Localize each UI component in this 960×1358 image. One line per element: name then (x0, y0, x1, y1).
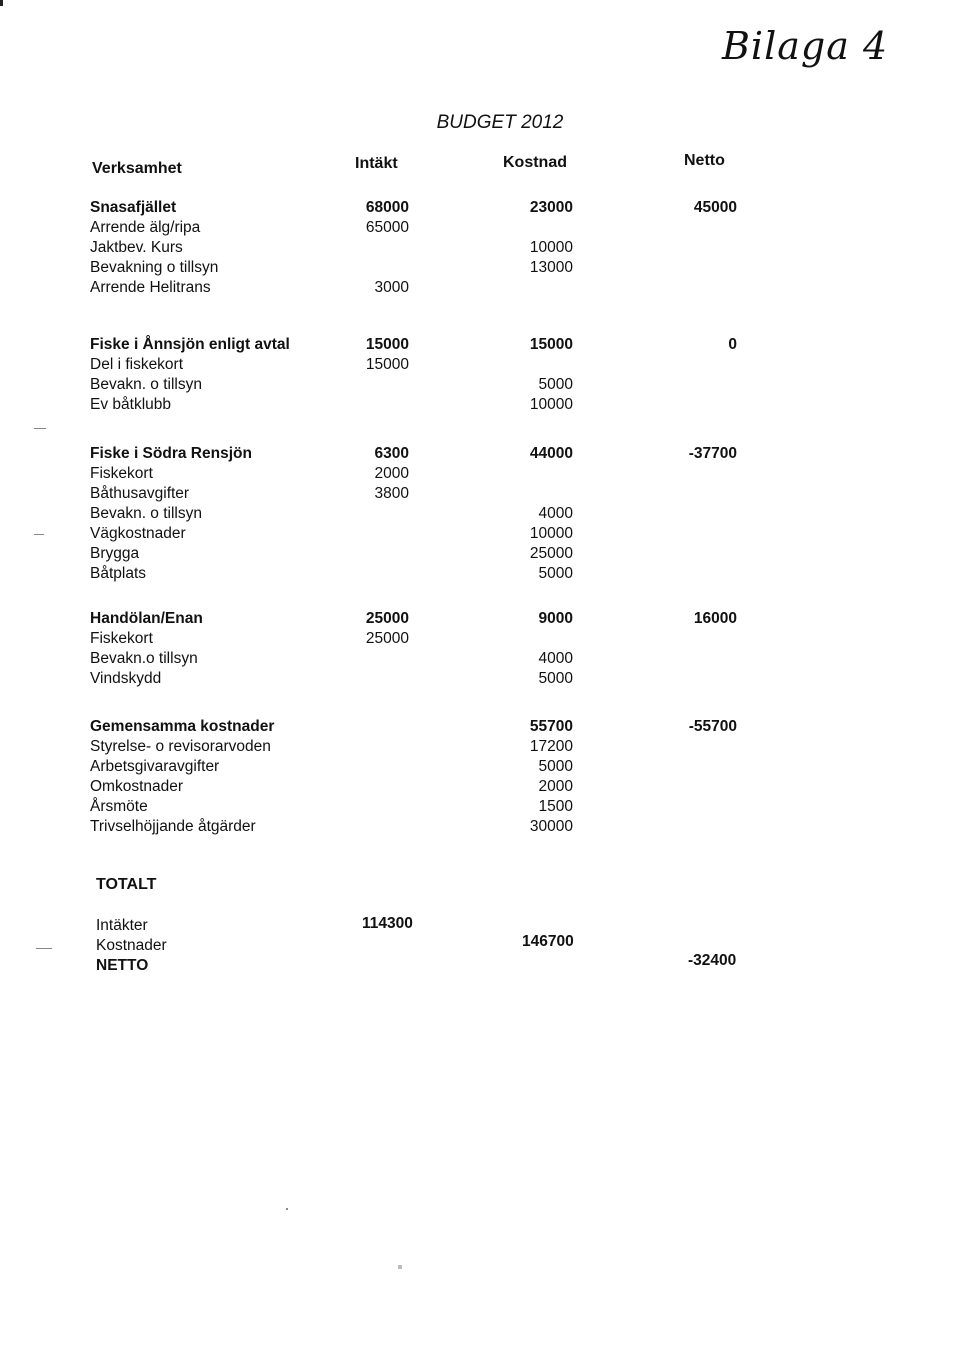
row-label: Båtplats (90, 565, 147, 582)
total-netto-label: NETTO (96, 957, 149, 974)
budget-row (0, 524, 960, 544)
budget-row (0, 629, 960, 649)
budget-row (0, 238, 960, 258)
row-kostnad: 4000 (538, 505, 573, 522)
row-label: Trivselhöjjande åtgärder (90, 818, 256, 835)
row-kostnad: 13000 (529, 259, 573, 276)
row-kostnad: 1500 (538, 798, 573, 815)
row-kostnad: 44000 (529, 445, 573, 462)
row-kostnad: 2000 (538, 778, 573, 795)
budget-row (0, 484, 960, 504)
row-kostnad: 30000 (529, 818, 573, 835)
header-verksamhet: Verksamhet (92, 160, 182, 177)
row-intakt: 65000 (365, 219, 409, 236)
row-kostnad: 5000 (538, 670, 573, 687)
budget-row (0, 395, 960, 415)
scan-mark (398, 1265, 402, 1269)
row-kostnad: 10000 (529, 396, 573, 413)
budget-row (0, 375, 960, 395)
header-kostnad: Kostnad (503, 154, 567, 171)
row-intakt: 15000 (365, 336, 409, 353)
budget-row (0, 649, 960, 669)
total-intakter-value: 114300 (362, 915, 413, 932)
row-intakt: 25000 (365, 630, 409, 647)
budget-row (0, 504, 960, 524)
budget-row (0, 218, 960, 238)
row-label: Fiske i Södra Rensjön (90, 445, 252, 462)
row-label: Årsmöte (90, 798, 148, 815)
row-netto: 0 (728, 336, 737, 353)
section-header-row (0, 335, 960, 355)
scan-mark (34, 428, 46, 429)
row-label: Brygga (90, 545, 140, 562)
row-label: Fiskekort (90, 630, 153, 647)
budget-row (0, 777, 960, 797)
budget-row (0, 258, 960, 278)
row-label: Arrende Helitrans (90, 279, 211, 296)
row-label: Del i fiskekort (90, 356, 184, 373)
budget-row (0, 355, 960, 375)
budget-row (0, 817, 960, 837)
scan-mark (286, 1208, 288, 1210)
section-header-row (0, 717, 960, 737)
row-intakt: 3800 (374, 485, 409, 502)
row-intakt: 25000 (365, 610, 409, 627)
section-header-row (0, 198, 960, 218)
row-intakt: 3000 (374, 279, 409, 296)
row-label: Vindskydd (90, 670, 162, 687)
scan-mark (0, 0, 3, 6)
budget-row (0, 757, 960, 777)
row-label: Gemensamma kostnader (90, 718, 275, 735)
row-intakt: 15000 (365, 356, 409, 373)
section-header-row (0, 609, 960, 629)
row-netto: 45000 (693, 199, 737, 216)
row-kostnad: 10000 (529, 525, 573, 542)
row-kostnad: 55700 (529, 718, 573, 735)
row-kostnad: 5000 (538, 376, 573, 393)
row-label: Snasafjället (90, 199, 177, 216)
row-label: Fiske i Ånnsjön enligt avtal (90, 336, 290, 353)
row-label: Bevakning o tillsyn (90, 259, 219, 276)
row-label: Arrende älg/ripa (90, 219, 201, 236)
header-intakt: Intäkt (355, 155, 398, 172)
row-kostnad: 17200 (529, 738, 573, 755)
budget-row (0, 737, 960, 757)
budget-row (0, 564, 960, 584)
row-label: Ev båtklubb (90, 396, 171, 413)
row-kostnad: 15000 (529, 336, 573, 353)
row-intakt: 6300 (374, 445, 409, 462)
budget-row (0, 464, 960, 484)
total-title: TOTALT (96, 876, 157, 893)
budget-row (0, 544, 960, 564)
total-netto-value: -32400 (688, 952, 737, 969)
row-netto: 16000 (693, 610, 737, 627)
row-kostnad: 5000 (538, 565, 573, 582)
row-label: Arbetsgivaravgifter (90, 758, 220, 775)
row-label: Bevakn.o tillsyn (90, 650, 198, 667)
budget-row (0, 797, 960, 817)
row-netto: -55700 (688, 718, 737, 735)
budget-row (0, 278, 960, 298)
row-kostnad: 9000 (538, 610, 573, 627)
row-intakt: 68000 (365, 199, 409, 216)
row-netto: -37700 (688, 445, 737, 462)
row-label: Båthusavgifter (90, 485, 190, 502)
row-label: Vägkostnader (90, 525, 186, 542)
row-label: Bevakn. o tillsyn (90, 376, 202, 393)
handwritten-annotation: Bilaga 4 (722, 24, 889, 68)
row-kostnad: 25000 (529, 545, 573, 562)
row-kostnad: 10000 (529, 239, 573, 256)
budget-row (0, 669, 960, 689)
total-kostnader-label: Kostnader (96, 937, 167, 954)
row-kostnad: 23000 (529, 199, 573, 216)
total-intakter-label: Intäkter (96, 917, 148, 934)
row-kostnad: 5000 (538, 758, 573, 775)
document-title: BUDGET 2012 (436, 112, 564, 133)
section-header-row (0, 444, 960, 464)
row-kostnad: 4000 (538, 650, 573, 667)
row-label: Styrelse- o revisorarvoden (90, 738, 271, 755)
scan-mark (36, 948, 52, 949)
scan-mark (34, 534, 44, 535)
header-netto: Netto (684, 152, 725, 169)
row-intakt: 2000 (374, 465, 409, 482)
row-label: Fiskekort (90, 465, 153, 482)
total-kostnader-value: 146700 (522, 933, 574, 950)
row-label: Handölan/Enan (90, 610, 203, 627)
row-label: Omkostnader (90, 778, 184, 795)
row-label: Jaktbev. Kurs (90, 239, 183, 256)
row-label: Bevakn. o tillsyn (90, 505, 202, 522)
